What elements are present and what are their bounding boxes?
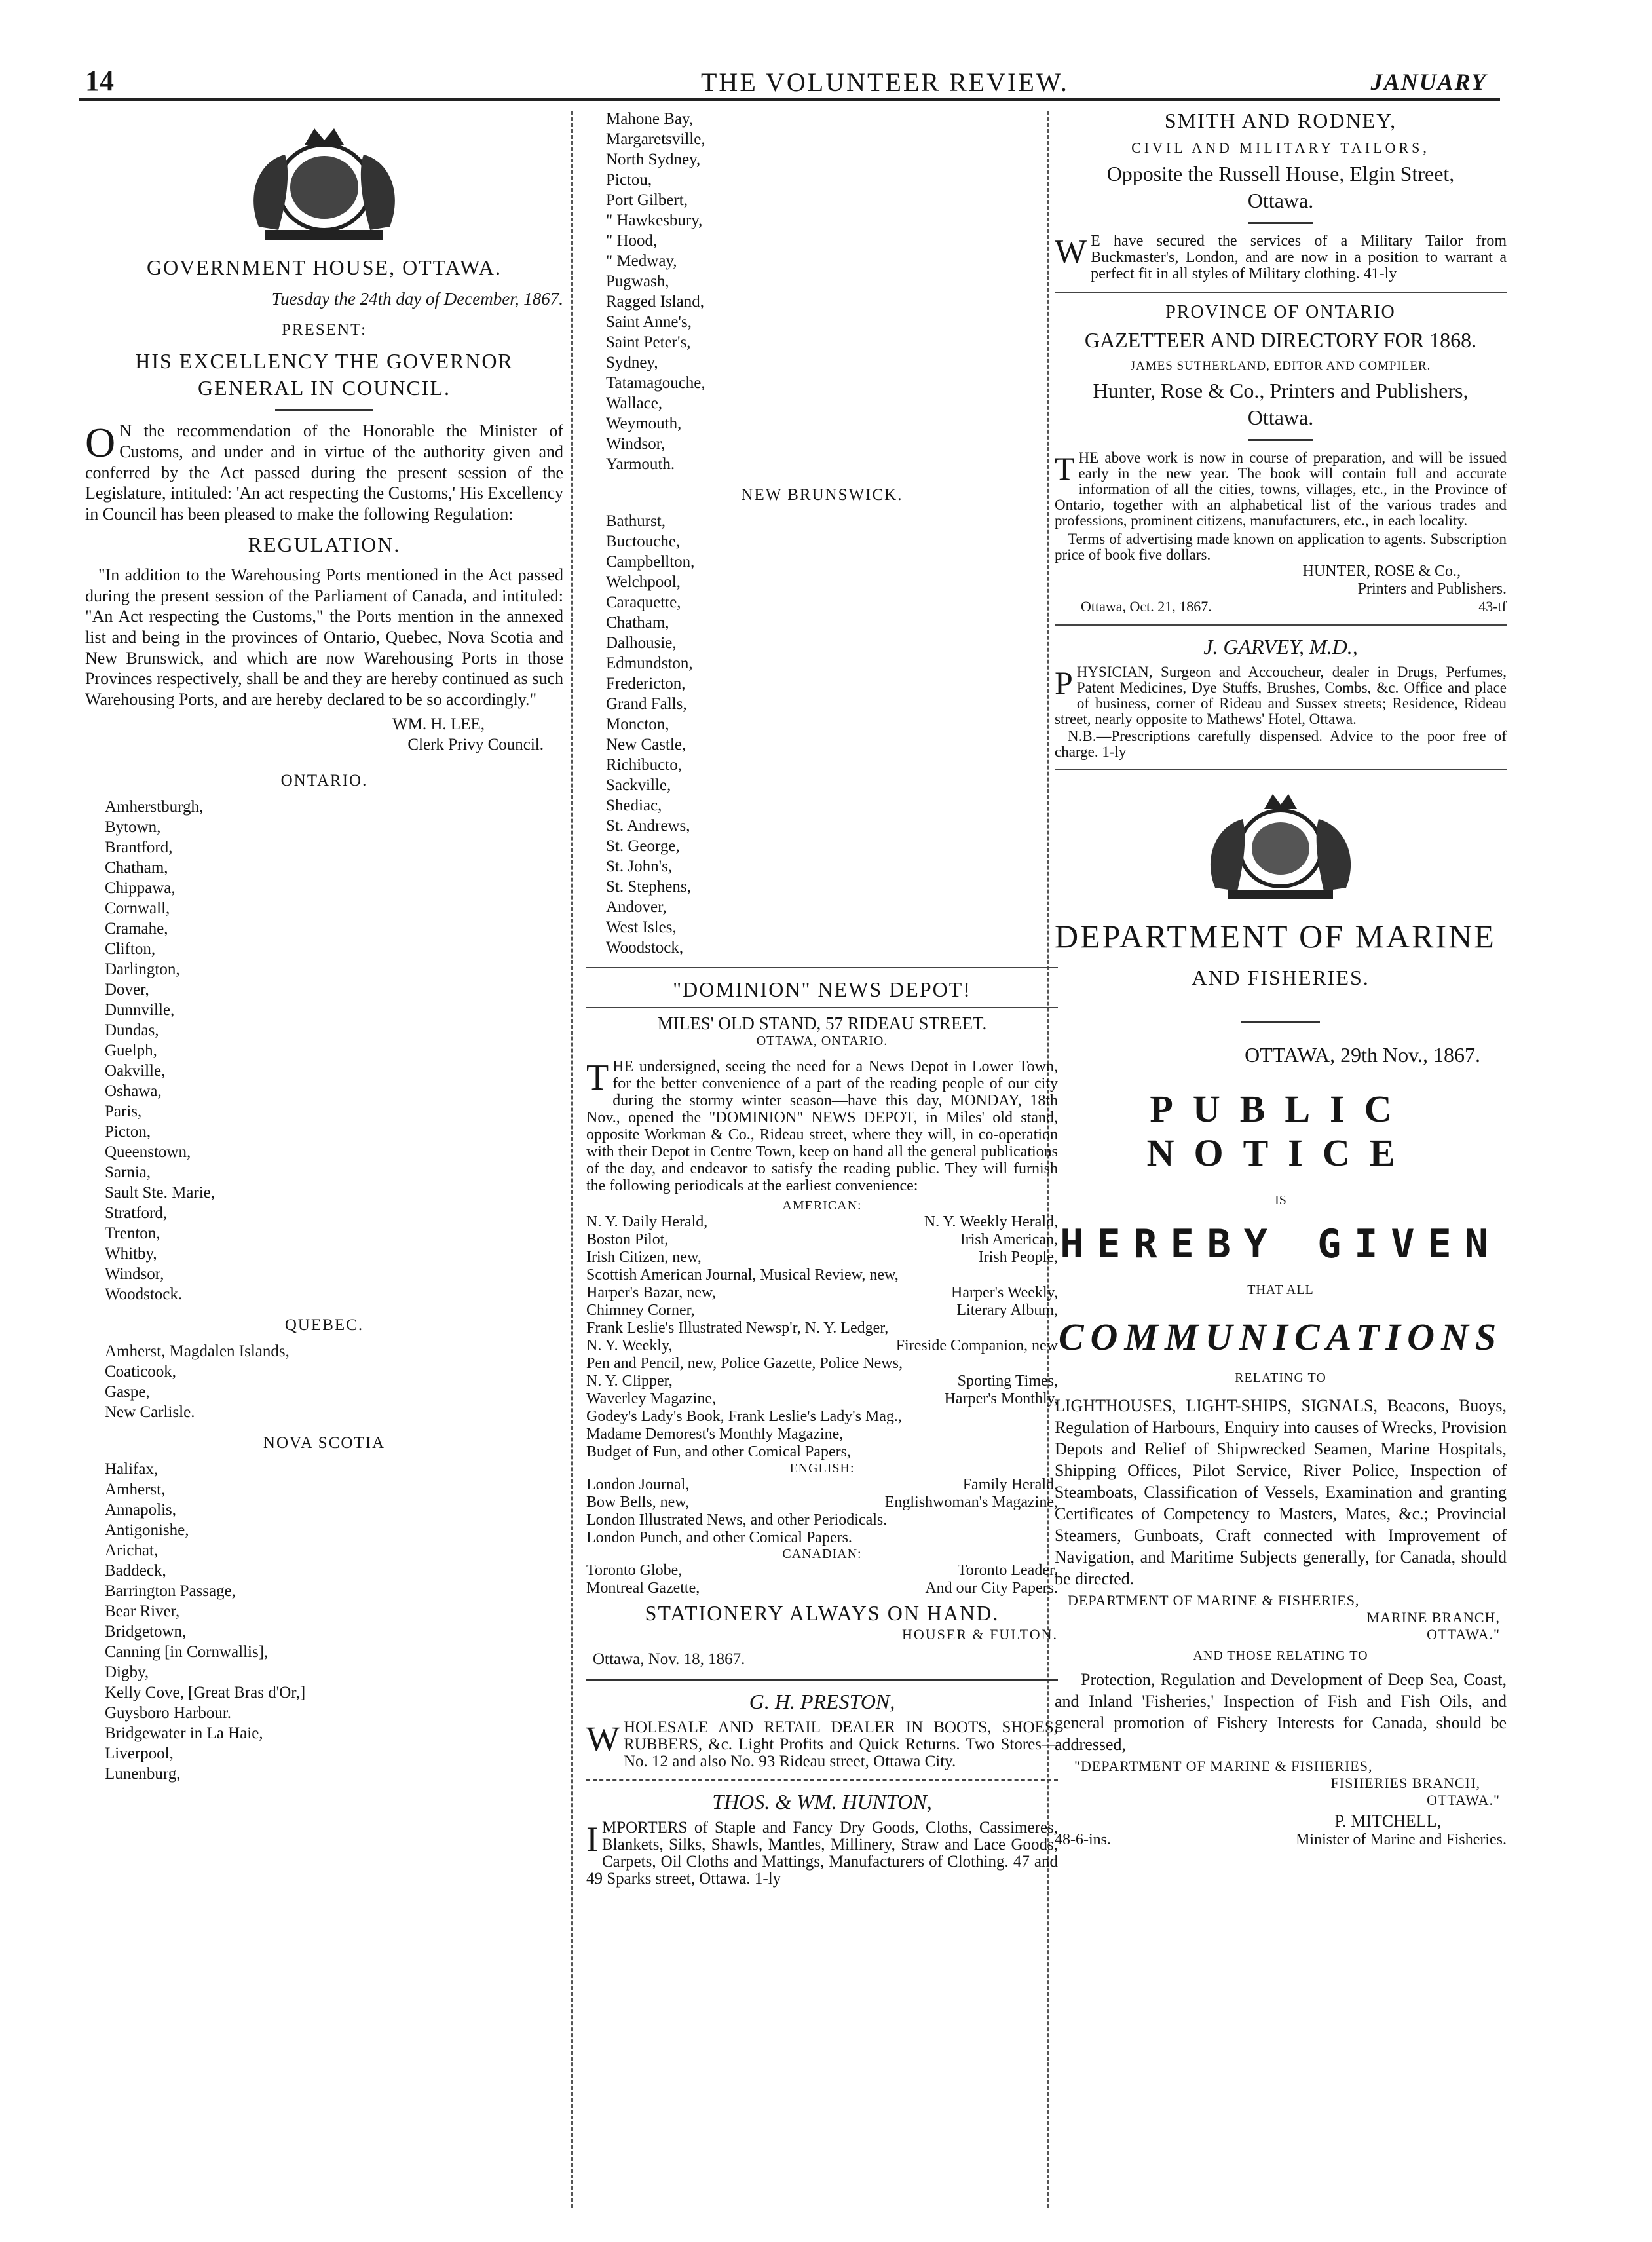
regulation-paragraph: "In addition to the Warehousing Ports mentioned in the Act passed during the present session of the Parliament of Canada, and intituled: "An Act respecting the Customs," the Ports mention in the annexed list and being in the provinces of Ontario, Quebec, Nova Scotia and New Brunswick, and which are now Warehousing Ports in those Provinces respectively, shall be and they are hereby continued as such Warehousing Ports, and are hereby declared to be so accordingly." xyxy=(85,565,563,710)
depot-city: OTTAWA, ONTARIO. xyxy=(756,1034,888,1048)
nova-scotia-ports-continued xyxy=(586,109,1058,474)
canadian-periodicals xyxy=(586,1562,1058,1597)
canadian-heading: CANADIAN: xyxy=(782,1547,862,1561)
periodical-row xyxy=(586,1320,1058,1337)
new-brunswick-heading: NEW BRUNSWICK. xyxy=(741,486,903,504)
header-rule xyxy=(79,98,1500,101)
depot-address: MILES' OLD STAND, 57 RIDEAU STREET. xyxy=(657,1014,987,1033)
port-list-item: Chatham, xyxy=(606,614,669,632)
mitchell-name: P. MITCHELL, xyxy=(1334,1812,1441,1831)
periodical-row xyxy=(586,1476,1058,1494)
address-2-line-2: FISHERIES BRANCH, xyxy=(1330,1775,1480,1791)
periodical-name: Toronto Globe, xyxy=(586,1562,683,1579)
periodical-row xyxy=(586,1266,1058,1284)
port-list-item: Mahone Bay, xyxy=(606,110,694,128)
port-list-item: Caraquette, xyxy=(606,594,681,611)
port-list-item: Fredericton, xyxy=(606,675,686,693)
department-date: OTTAWA, 29th Nov., 1867. xyxy=(1245,1043,1480,1067)
port-list-item: Bridgewater in La Haie, xyxy=(105,1724,263,1743)
column-1 xyxy=(85,109,563,1784)
preston-title: G. H. PRESTON, xyxy=(749,1689,895,1713)
port-list-item: Canning [in Cornwallis], xyxy=(105,1643,269,1662)
port-list-item: Grand Falls, xyxy=(606,695,687,713)
port-list-item: Woodstock. xyxy=(105,1285,183,1304)
port-list-item: " Hood, xyxy=(606,232,658,250)
port-list-item: Port Gilbert, xyxy=(606,191,688,209)
gazetteer-signer: HUNTER, ROSE & Co., xyxy=(1302,563,1461,580)
dominion-depot-title: "DOMINION" NEWS DEPOT! xyxy=(673,978,971,1001)
periodical-row xyxy=(586,1511,1058,1529)
port-list-item: St. John's, xyxy=(606,858,673,875)
port-list-item: Annapolis, xyxy=(105,1501,177,1519)
dropcap: O xyxy=(85,419,116,466)
port-list-item: Liverpool, xyxy=(105,1745,174,1763)
port-list-item: Cramahe, xyxy=(105,920,168,938)
port-list-item: Sault Ste. Marie, xyxy=(105,1184,216,1202)
port-list-item: Picton, xyxy=(105,1123,151,1141)
dropcap: I xyxy=(586,1819,598,1859)
column-2 xyxy=(586,109,1058,1893)
periodical-name: Irish People, xyxy=(978,1249,1058,1266)
divider xyxy=(1248,439,1313,441)
port-list-item: Darlington, xyxy=(105,960,180,979)
ontario-heading: ONTARIO. xyxy=(280,772,368,790)
port-list-item: Pictou, xyxy=(606,171,652,189)
periodical-name: N. Y. Weekly Herald, xyxy=(924,1213,1058,1230)
port-list-item: Saint Anne's, xyxy=(606,313,692,331)
port-list-item: Antigonishe, xyxy=(105,1521,189,1540)
port-list-item: St. Andrews, xyxy=(606,817,690,835)
divider xyxy=(586,967,1058,968)
port-list-item: Oshawa, xyxy=(105,1082,162,1101)
periodical-row xyxy=(586,1231,1058,1249)
port-list-item: Wallace, xyxy=(606,394,663,412)
smith-rodney-city: Ottawa. xyxy=(1247,189,1314,212)
port-list-item: Ragged Island, xyxy=(606,293,704,311)
communications-heading: COMMUNICATIONS xyxy=(1058,1316,1503,1358)
port-list-item: Amherstburgh, xyxy=(105,798,204,816)
periodical-row xyxy=(586,1529,1058,1547)
port-list-item: Dunnville, xyxy=(105,1001,175,1019)
port-list-item: " Medway, xyxy=(606,252,677,270)
new-brunswick-ports-list xyxy=(586,511,1058,958)
periodical-name: Harper's Weekly, xyxy=(951,1284,1058,1301)
port-list-item: Tatamagouche, xyxy=(606,374,705,392)
smith-rodney-title: SMITH AND RODNEY, xyxy=(1164,109,1397,132)
garvey-title: J. GARVEY, M.D., xyxy=(1203,635,1358,658)
excellency-line-1: HIS EXCELLENCY THE GOVERNOR xyxy=(135,349,514,373)
periodical-row xyxy=(586,1284,1058,1302)
address-1-line-1: DEPARTMENT OF MARINE & FISHERIES, xyxy=(1068,1592,1360,1608)
gov-house-heading: GOVERNMENT HOUSE, OTTAWA. xyxy=(146,256,502,279)
gazetteer-publisher: Hunter, Rose & Co., Printers and Publishers, xyxy=(1093,379,1469,402)
port-list-item: Cornwall, xyxy=(105,900,170,918)
periodical-name: N. Y. Weekly, xyxy=(586,1337,673,1354)
port-list-item: Dundas, xyxy=(105,1021,159,1040)
port-list-item: Guelph, xyxy=(105,1042,157,1060)
gazetteer-code: 43-tf xyxy=(1478,598,1507,615)
periodical-name: London Illustrated News, and other Periodicals. xyxy=(586,1511,888,1529)
periodical-name: Fireside Companion, new xyxy=(895,1337,1058,1354)
port-list-item: New Carlisle. xyxy=(105,1403,195,1422)
gazetteer-footer xyxy=(1055,598,1507,615)
dropcap: W xyxy=(586,1719,620,1758)
port-list-item: Arichat, xyxy=(105,1542,159,1560)
gazetteer-date: Ottawa, Oct. 21, 1867. xyxy=(1081,598,1212,615)
depot-date: Ottawa, Nov. 18, 1867. xyxy=(593,1650,745,1668)
port-list-item: Baddeck, xyxy=(105,1562,166,1580)
english-heading: ENGLISH: xyxy=(789,1461,855,1475)
periodical-name: Budget of Fun, and other Comical Papers, xyxy=(586,1443,851,1460)
address-2-line-1: "DEPARTMENT OF MARINE & FISHERIES, xyxy=(1074,1758,1373,1774)
smith-rodney-address: Opposite the Russell House, Elgin Street, xyxy=(1106,162,1455,185)
periodical-name: N. Y. Daily Herald, xyxy=(586,1213,708,1230)
smith-rodney-ad: W E have secured the services of a Military Tailor from Buckmaster's, London, and are now in a position to warrant a perfect fit in all styles of Military clothing. 41-ly xyxy=(1055,233,1507,282)
order-paragraph: O N the recommendation of the Honorable the Minister of Customs, and under and in virtue of the authority given and conferred by the Act passed during the present session of the Legislature, intituled: 'An act respecting the Customs,' His Excellency in Council has been pleased to make the following Regulation: xyxy=(85,419,563,524)
periodical-name: Frank Leslie's Illustrated Newsp'r, N. Y. Ledger, xyxy=(586,1320,889,1337)
port-list-item: Stratford, xyxy=(105,1204,168,1223)
american-heading: AMERICAN: xyxy=(782,1198,862,1213)
periodical-row xyxy=(586,1426,1058,1443)
that-all-label: THAT ALL xyxy=(1247,1283,1314,1297)
address-1-line-2: MARINE BRANCH, xyxy=(1366,1609,1500,1625)
divider xyxy=(275,409,373,411)
port-list-item: Moncton, xyxy=(606,715,669,733)
port-list-item: North Sydney, xyxy=(606,151,701,168)
port-list-item: Shediac, xyxy=(606,797,662,814)
regulation-heading: REGULATION. xyxy=(248,532,401,556)
periodical-name: Irish Citizen, new, xyxy=(586,1249,702,1266)
port-list-item: Campbellton, xyxy=(606,553,695,571)
dropcap: W xyxy=(1055,233,1087,271)
port-list-item: Dover, xyxy=(105,981,149,999)
quebec-heading: QUEBEC. xyxy=(284,1316,364,1335)
divider xyxy=(586,1007,1058,1008)
department-subtitle: AND FISHERIES. xyxy=(1192,966,1370,989)
port-list-item: Lunenburg, xyxy=(105,1765,181,1783)
port-list-item: Oakville, xyxy=(105,1062,166,1080)
port-list-item: West Isles, xyxy=(606,919,677,936)
port-list-item: Edmundston, xyxy=(606,655,693,672)
those-relating-label: AND THOSE RELATING TO xyxy=(1193,1648,1368,1663)
fisheries-paragraph: Protection, Regulation and Development of Deep Sea, Coast, and Inland 'Fisheries,' Inspection of Fish and Fish Oils, and general promotion of Fishery Interests for Canada, should be addressed, xyxy=(1055,1670,1507,1754)
periodical-row xyxy=(586,1580,1058,1597)
depot-paragraph: THE undersigned, seeing the need for a News Depot in Lower Town, for the better convenience of a part of the reading people of our city during the stormy winter season—have this day, MONDAY, 18th Nov., opened the "DOMINION" NEWS DEPOT, in Miles' old stand, opposite Workman & Co., Rideau street, where they will, in co-operation with their Depot in Centre Town, keep on hand all the general publications of the day, and endeavor to satisfy the reading public. They will furnish the following periodicals at the earliest convenience: xyxy=(586,1057,1058,1194)
port-list-item: Brantford, xyxy=(105,839,173,857)
periodical-row xyxy=(586,1249,1058,1266)
gazetteer-terms: Terms of advertising made known on application to agents. Subscription price of book five dollars. xyxy=(1055,531,1507,563)
periodical-name: N. Y. Clipper, xyxy=(586,1373,673,1390)
garvey-ad: PHYSICIAN, Surgeon and Accoucheur, dealer in Drugs, Perfumes, Patent Medicines, Dye Stuffs, Brushes, Combs, &c. Office and place of business, corner of Rideau and Sussex streets; Residence, Rideau street, nearly opposite to Mathews' Hotel, Ottawa. xyxy=(1055,664,1507,727)
port-list-item: Yarmouth. xyxy=(606,455,675,473)
present-label: PRESENT: xyxy=(281,321,367,339)
nova-scotia-ports-list xyxy=(85,1459,563,1784)
header-month: JANUARY xyxy=(1370,69,1487,95)
mitchell-title: Minister of Marine and Fisheries. xyxy=(1296,1831,1507,1848)
dropcap: T xyxy=(1055,450,1075,487)
port-list-item: Sarnia, xyxy=(105,1164,151,1182)
port-list-item: Buctouche, xyxy=(606,533,681,550)
periodical-row xyxy=(586,1494,1058,1511)
periodical-name: Pen and Pencil, new, Police Gazette, Police News, xyxy=(586,1355,903,1372)
port-list-item: Digby, xyxy=(105,1663,149,1682)
port-list-item: Coaticook, xyxy=(105,1363,177,1381)
port-list-item: Welchpool, xyxy=(606,573,681,591)
smith-rodney-subtitle: CIVIL AND MILITARY TAILORS, xyxy=(1131,140,1430,156)
periodical-row xyxy=(586,1408,1058,1426)
nova-scotia-heading: NOVA SCOTIA xyxy=(263,1434,386,1453)
coat-of-arms-icon xyxy=(1182,780,1379,904)
port-list-item: Bear River, xyxy=(105,1603,180,1621)
port-list-item: Whitby, xyxy=(105,1245,157,1263)
excellency-line-2: GENERAL IN COUNCIL. xyxy=(197,376,451,400)
divider xyxy=(1055,769,1507,770)
port-list-item: Windsor, xyxy=(606,435,666,453)
port-list-item: Gaspe, xyxy=(105,1383,150,1401)
gazetteer-title: GAZETTEER AND DIRECTORY FOR 1868. xyxy=(1084,328,1477,352)
periodical-row xyxy=(586,1213,1058,1231)
port-list-item: Halifax, xyxy=(105,1460,159,1479)
signer-title: Clerk Privy Council. xyxy=(407,736,544,754)
council-date: Tuesday the 24th day of December, 1867. xyxy=(271,289,563,309)
periodical-name: Irish American, xyxy=(960,1231,1058,1248)
royal-arms-icon xyxy=(219,115,429,246)
periodical-row xyxy=(586,1562,1058,1580)
column-divider-1 xyxy=(571,111,573,2208)
gazetteer-signer-2: Printers and Publishers. xyxy=(1357,580,1507,598)
newspaper-title: THE VOLUNTEER REVIEW. xyxy=(701,67,1069,97)
gazetteer-city: Ottawa. xyxy=(1247,406,1314,429)
port-list-item: Windsor, xyxy=(105,1265,164,1283)
hunton-ad: IMPORTERS of Staple and Fancy Dry Goods, Cloths, Cassimeres, Blankets, Silks, Shawls, Mantles, Millinery, Straw and Lace Goods, Carpets, Oil Cloths and Mattings, Manufacturers of Clothing. 47 and 49 Sparks street, Ottawa. 1-ly xyxy=(586,1818,1058,1888)
is-label: IS xyxy=(1275,1193,1286,1207)
periodical-name: Boston Pilot, xyxy=(586,1231,669,1248)
port-list-item: Bytown, xyxy=(105,818,161,837)
stationery-line: STATIONERY ALWAYS ON HAND. xyxy=(645,1601,1000,1625)
divider xyxy=(586,1779,1058,1781)
port-list-item: Bathurst, xyxy=(606,512,666,530)
preston-ad: WHOLESALE AND RETAIL DEALER IN BOOTS, SHOES, RUBBERS, &c. Light Profits and Quick Returns. Two Stores—No. 12 and also No. 93 Rideau street, Ottawa City. xyxy=(586,1718,1058,1770)
signer-name: WM. H. LEE, xyxy=(392,715,485,733)
periodical-name: Bow Bells, new, xyxy=(586,1494,690,1511)
gazetteer-paragraph: THE above work is now in course of preparation, and will be issued early in the new year. The book will contain full and accurate information of all the cities, towns, villages, etc., in the Province of Ontario, together with an alphabetical list of the various trades and professions, prominent citizens, manufacturers, etc., in each locality. xyxy=(1055,449,1507,529)
port-list-item: Andover, xyxy=(606,898,667,916)
periodical-name: Scottish American Journal, Musical Review, new, xyxy=(586,1266,899,1283)
dropcap: T xyxy=(586,1057,609,1098)
port-list-item: Clifton, xyxy=(105,940,156,959)
port-list-item: New Castle, xyxy=(606,736,686,753)
port-list-item: Kelly Cove, [Great Bras d'Or,] xyxy=(105,1684,306,1702)
quebec-ports-list xyxy=(85,1341,563,1422)
american-periodicals xyxy=(586,1213,1058,1461)
periodical-name: Waverley Magazine, xyxy=(586,1390,716,1407)
periodical-name: Montreal Gazette, xyxy=(586,1580,700,1597)
port-list-item: Trenton, xyxy=(105,1225,160,1243)
port-list-item: Sackville, xyxy=(606,776,671,794)
port-list-item: Dalhousie, xyxy=(606,634,677,652)
port-list-item: Barrington Passage, xyxy=(105,1582,236,1601)
periodical-name: And our City Papers. xyxy=(925,1580,1058,1597)
ontario-ports-list xyxy=(85,797,563,1304)
port-list-item: Guysboro Harbour. xyxy=(105,1704,232,1722)
port-list-item: Richibucto, xyxy=(606,756,682,774)
port-list-item: Sydney, xyxy=(606,354,658,371)
port-list-item: Chippawa, xyxy=(105,879,176,898)
divider xyxy=(1241,1021,1320,1023)
port-list-item: " Hawkesbury, xyxy=(606,212,703,229)
port-list-item: St. George, xyxy=(606,837,680,855)
periodical-row xyxy=(586,1373,1058,1390)
relating-to-label: RELATING TO xyxy=(1235,1371,1326,1385)
mitchell-code: 48-6-ins. xyxy=(1055,1831,1111,1848)
port-list-item: Woodstock, xyxy=(606,939,684,957)
english-periodicals xyxy=(586,1476,1058,1547)
hunton-title: THOS. & WM. HUNTON, xyxy=(712,1789,932,1814)
page-number: 14 xyxy=(85,65,114,97)
periodical-name: Madame Demorest's Monthly Magazine, xyxy=(586,1426,844,1443)
periodical-name: Englishwoman's Magazine, xyxy=(884,1494,1058,1511)
port-list-item: Saint Peter's, xyxy=(606,333,691,351)
page-header xyxy=(79,64,1493,98)
periodical-name: Sporting Times, xyxy=(957,1373,1058,1390)
port-list-item: Pugwash, xyxy=(606,273,669,290)
periodical-name: Harper's Bazar, new, xyxy=(586,1284,716,1301)
address-2-line-3: OTTAWA." xyxy=(1427,1792,1500,1808)
houser-fulton: HOUSER & FULTON. xyxy=(902,1626,1058,1643)
garvey-note: N.B.—Prescriptions carefully dispensed. Advice to the poor free of charge. 1-ly xyxy=(1055,728,1507,760)
port-list-item: Amherst, Magdalen Islands, xyxy=(105,1342,290,1361)
periodical-row xyxy=(586,1337,1058,1355)
periodical-row xyxy=(586,1302,1058,1320)
divider xyxy=(1055,292,1507,293)
port-list-item: Paris, xyxy=(105,1103,142,1121)
periodical-name: London Punch, and other Comical Papers. xyxy=(586,1529,852,1546)
dropcap: P xyxy=(1055,664,1073,701)
periodical-name: London Journal, xyxy=(586,1476,690,1493)
periodical-name: Harper's Monthly, xyxy=(944,1390,1058,1407)
periodical-row xyxy=(586,1390,1058,1408)
public-notice: PUBLIC NOTICE xyxy=(1146,1088,1415,1174)
port-list-item: St. Stephens, xyxy=(606,878,691,896)
mitchell-footer xyxy=(1055,1831,1507,1849)
port-list-item: Weymouth, xyxy=(606,415,682,432)
lighthouse-paragraph: LIGHTHOUSES, LIGHT-SHIPS, SIGNALS, Beacons, Buoys, Regulation of Harbours, Enquiry into causes of Wrecks, Provision Depots and Relief of Shipwrecked Seamen, Marine Hospitals, Shipping Offices, Pilot Service, River Police, Inspection of Steamboats, Classification of Vessels, Examination and granting Certificates of Competency to Masters, Mates, &c.; Provincial Steamers, Gunboats, Craft connected with Improvement of Navigation, and Maritime Subjects generally, for Canada, should be directed. xyxy=(1055,1396,1507,1588)
province-title: PROVINCE OF ONTARIO xyxy=(1165,302,1396,322)
port-list-item: Chatham, xyxy=(105,859,168,877)
periodical-row xyxy=(586,1443,1058,1461)
divider xyxy=(1248,222,1313,224)
periodical-name: Godey's Lady's Book, Frank Leslie's Lady's Mag., xyxy=(586,1408,902,1425)
port-list-item: Queenstown, xyxy=(105,1143,191,1162)
hereby-given: HEREBY GIVEN xyxy=(1060,1221,1501,1267)
address-1-line-3: OTTAWA." xyxy=(1427,1626,1500,1643)
periodical-name: Family Herald, xyxy=(962,1476,1058,1493)
gazetteer-editor: JAMES SUTHERLAND, EDITOR AND COMPILER. xyxy=(1130,359,1431,373)
periodical-name: Literary Album, xyxy=(956,1302,1058,1319)
periodical-name: Chimney Corner, xyxy=(586,1302,695,1319)
periodical-name: Toronto Leader, xyxy=(957,1562,1058,1579)
port-list-item: Margaretsville, xyxy=(606,130,705,148)
port-list-item: Amherst, xyxy=(105,1481,166,1499)
department-title: DEPARTMENT OF MARINE xyxy=(1055,918,1496,955)
periodical-row xyxy=(586,1355,1058,1373)
divider xyxy=(1055,624,1507,626)
column-3 xyxy=(1055,109,1507,1849)
port-list-item: Bridgetown, xyxy=(105,1623,187,1641)
divider xyxy=(586,1679,1058,1681)
